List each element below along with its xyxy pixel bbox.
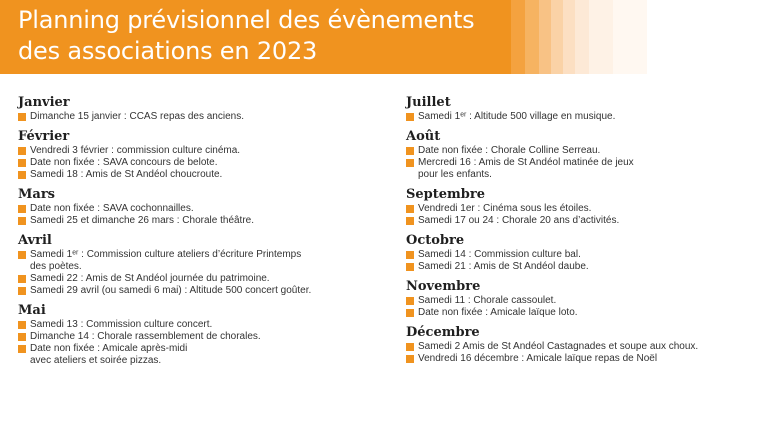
event-text: Samedi 18 : Amis de St Andéol choucroute. — [30, 169, 223, 180]
event-text: Date non fixée : SAVA concours de belote. — [30, 157, 218, 168]
square-bullet-icon — [406, 159, 414, 167]
event-text: Samedi 25 et dimanche 26 mars : Chorale théâtre. — [30, 215, 255, 226]
event-text: Samedi 29 avril (ou samedi 6 mai) : Altitude 500 concert goûter. — [30, 285, 312, 296]
event-item — [406, 307, 768, 319]
header-stripe — [563, 0, 575, 74]
page-title-line1: Planning prévisionnel des évènements — [18, 6, 475, 34]
event-text: Samedi 13 : Commission culture concert. — [30, 319, 213, 330]
event-item — [406, 353, 768, 365]
header-banner — [0, 0, 769, 74]
event-text: Dimanche 15 janvier : CCAS repas des anciens. — [30, 111, 244, 122]
square-bullet-icon — [18, 287, 26, 295]
square-bullet-icon — [406, 205, 414, 213]
event-item — [406, 203, 768, 215]
event-item — [18, 319, 393, 331]
event-text: Samedi 14 : Commission culture bal. — [418, 249, 581, 260]
header-stripe — [613, 0, 647, 74]
month-section — [18, 188, 393, 227]
event-text: Vendredi 1er : Cinéma sous les étoiles. — [418, 203, 592, 214]
event-item — [406, 341, 768, 353]
month-title: Avril — [18, 233, 52, 248]
square-bullet-icon — [18, 171, 26, 179]
event-item — [18, 285, 393, 297]
month-title: Octobre — [406, 233, 465, 248]
event-item — [18, 169, 393, 181]
event-item — [18, 331, 393, 343]
header-stripe — [589, 0, 613, 74]
event-item — [18, 145, 393, 157]
event-text: Vendredi 16 décembre : Amicale laïque repas de Noël — [418, 353, 658, 364]
event-item — [406, 295, 768, 307]
page-title-line2: des associations en 2023 — [18, 37, 318, 65]
square-bullet-icon — [406, 263, 414, 271]
month-section — [406, 130, 768, 181]
month-title: Février — [18, 129, 70, 144]
event-text: Samedi 1ᵉʳ : Commission culture ateliers d’écriture Printemps — [30, 249, 302, 260]
month-title: Mars — [18, 187, 55, 202]
event-item — [406, 215, 768, 227]
month-section — [406, 326, 768, 365]
event-item — [406, 261, 768, 273]
event-item — [18, 203, 393, 215]
square-bullet-icon — [406, 343, 414, 351]
square-bullet-icon — [406, 217, 414, 225]
event-item — [18, 215, 393, 227]
square-bullet-icon — [406, 113, 414, 121]
square-bullet-icon — [18, 345, 26, 353]
event-item — [406, 249, 768, 261]
month-section — [406, 280, 768, 319]
event-item — [18, 343, 393, 367]
square-bullet-icon — [18, 113, 26, 121]
event-item — [406, 111, 768, 123]
header-stripe — [525, 0, 539, 74]
month-title: Mai — [18, 303, 46, 318]
square-bullet-icon — [18, 321, 26, 329]
month-title: Septembre — [406, 187, 485, 202]
month-title: Juillet — [406, 95, 451, 110]
event-text: Vendredi 3 février : commission culture cinéma. — [30, 145, 241, 156]
square-bullet-icon — [18, 217, 26, 225]
month-title: Novembre — [406, 279, 481, 294]
event-item — [18, 111, 393, 123]
square-bullet-icon — [18, 275, 26, 283]
month-title: Août — [406, 129, 441, 144]
event-text: Samedi 11 : Chorale cassoulet. — [418, 295, 557, 306]
event-text: Samedi 1ᵉʳ : Altitude 500 village en musique. — [418, 111, 616, 122]
square-bullet-icon — [18, 251, 26, 259]
square-bullet-icon — [18, 205, 26, 213]
header-stripe — [575, 0, 589, 74]
header-stripe — [539, 0, 551, 74]
event-text-continued: des poètes. — [30, 261, 82, 272]
event-text: Samedi 22 : Amis de St Andéol journée du patrimoine. — [30, 273, 270, 284]
square-bullet-icon — [18, 333, 26, 341]
event-text-continued: avec ateliers et soirée pizzas. — [30, 355, 162, 366]
square-bullet-icon — [18, 147, 26, 155]
month-title: Décembre — [406, 325, 480, 340]
left-column — [18, 96, 393, 374]
event-item — [18, 249, 393, 273]
square-bullet-icon — [406, 355, 414, 363]
event-item — [18, 273, 393, 285]
square-bullet-icon — [18, 159, 26, 167]
event-text: Date non fixée : Amicale après-midi — [30, 343, 188, 354]
month-section — [18, 130, 393, 181]
month-section — [406, 234, 768, 273]
event-text: Date non fixée : SAVA cochonnailles. — [30, 203, 194, 214]
month-section — [406, 188, 768, 227]
month-section — [18, 96, 393, 123]
header-stripe — [551, 0, 563, 74]
event-text: Mercredi 16 : Amis de St Andéol matinée de jeux — [418, 157, 634, 168]
right-column — [406, 96, 768, 372]
event-item — [406, 157, 768, 181]
square-bullet-icon — [406, 147, 414, 155]
event-text: Date non fixée : Amicale laïque loto. — [418, 307, 578, 318]
month-title: Janvier — [18, 95, 70, 110]
event-text: Dimanche 14 : Chorale rassemblement de chorales. — [30, 331, 261, 342]
square-bullet-icon — [406, 251, 414, 259]
event-item — [18, 157, 393, 169]
month-section — [18, 304, 393, 367]
square-bullet-icon — [406, 309, 414, 317]
event-text-continued: pour les enfants. — [418, 169, 492, 180]
event-text: Samedi 21 : Amis de St Andéol daube. — [418, 261, 589, 272]
page-title — [18, 5, 518, 67]
event-text: Samedi 2 Amis de St Andéol Castagnades et soupe aux choux. — [418, 341, 699, 352]
month-section — [406, 96, 768, 123]
month-section — [18, 234, 393, 297]
square-bullet-icon — [406, 297, 414, 305]
event-item — [406, 145, 768, 157]
event-text: Date non fixée : Chorale Colline Serreau. — [418, 145, 601, 156]
event-text: Samedi 17 ou 24 : Chorale 20 ans d’activités. — [418, 215, 620, 226]
